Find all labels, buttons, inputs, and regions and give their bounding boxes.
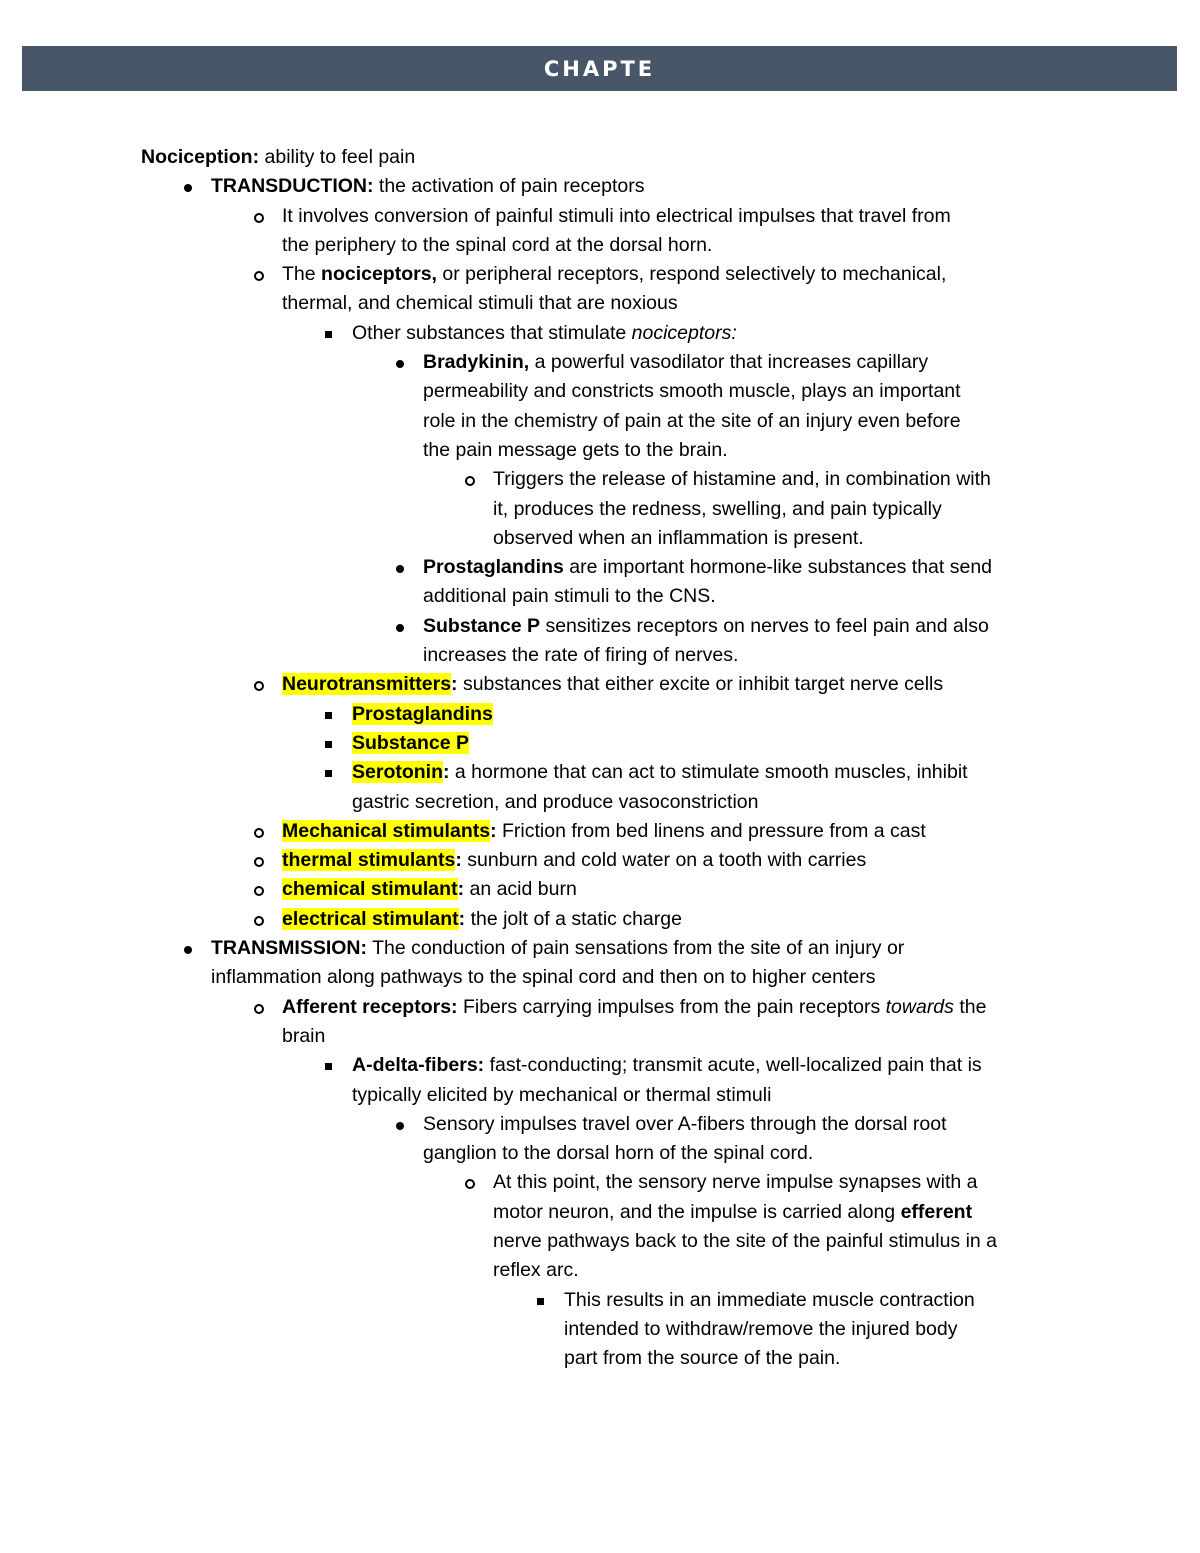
text-line: typically elicited by mechanical or thermal stimuli bbox=[352, 1083, 772, 1106]
list-item bbox=[352, 319, 1081, 348]
term-transduction: TRANSDUCTION: bbox=[211, 175, 374, 198]
text-span: Friction from bed linens and pressure from a cast bbox=[496, 819, 926, 842]
text-line: additional pain stimuli to the CNS. bbox=[423, 585, 716, 608]
text-span: : bbox=[443, 761, 450, 784]
notes-body bbox=[141, 143, 1081, 1373]
list-item bbox=[282, 202, 1081, 261]
list-item bbox=[282, 846, 1081, 875]
term-electrical-stimulant: electrical stimulant bbox=[282, 907, 459, 930]
list-item bbox=[282, 260, 1081, 319]
text-line: Triggers the release of histamine and, in combination with bbox=[493, 468, 991, 491]
text-span: sensitizes receptors on nerves to feel pain and also bbox=[540, 614, 989, 637]
text-line: This results in an immediate muscle contraction bbox=[564, 1288, 975, 1311]
term-a-delta-fibers: A-delta-fibers: bbox=[352, 1054, 485, 1077]
term-thermal-stimulants: thermal stimulants bbox=[282, 849, 456, 872]
text-line: nerve pathways back to the site of the painful stimulus in a bbox=[493, 1229, 998, 1252]
term-nociceptors: nociceptors, bbox=[321, 263, 437, 286]
text-line: part from the source of the pain. bbox=[564, 1347, 841, 1370]
text-span: : bbox=[451, 673, 458, 696]
text-span: fast-conducting; transmit acute, well-localized pain that is bbox=[484, 1054, 982, 1077]
definition-text: the activation of pain receptors bbox=[373, 175, 645, 198]
list-item bbox=[282, 905, 1081, 934]
list-item bbox=[423, 612, 1081, 671]
text-span: : bbox=[457, 878, 465, 901]
text-span: are important hormone-like substances that send bbox=[563, 556, 993, 579]
term-afferent-receptors: Afferent receptors: bbox=[282, 995, 458, 1018]
term-bradykinin: Bradykinin, bbox=[423, 351, 530, 374]
text-span: an acid burn bbox=[464, 878, 577, 901]
text-span: The bbox=[282, 263, 322, 286]
text-span: : bbox=[490, 819, 497, 842]
italic-term: towards bbox=[885, 995, 954, 1018]
term-prostaglandins: Prostaglandins bbox=[352, 702, 493, 725]
text-line: ganglion to the dorsal horn of the spinal cord. bbox=[423, 1142, 814, 1165]
list-item bbox=[282, 817, 1081, 846]
definition-text: ability to feel pain bbox=[259, 146, 416, 168]
text-span: the bbox=[953, 995, 987, 1018]
text-line: intended to withdraw/remove the injured body bbox=[564, 1317, 958, 1340]
list-item bbox=[282, 875, 1081, 904]
text-span: The conduction of pain sensations from the site of an injury or bbox=[367, 937, 905, 960]
text-line: brain bbox=[282, 1024, 326, 1047]
term-substance-p: Substance P bbox=[423, 614, 541, 637]
list-item bbox=[564, 1286, 1081, 1374]
term-nociception: Nociception: bbox=[141, 146, 260, 168]
term-transmission: TRANSMISSION: bbox=[211, 937, 367, 960]
text-span: Other substances that stimulate bbox=[352, 321, 632, 344]
text-line: gastric secretion, and produce vasoconstriction bbox=[352, 790, 759, 813]
text-line: increases the rate of firing of nerves. bbox=[423, 644, 739, 667]
list-item bbox=[423, 553, 1081, 612]
text-line: permeability and constricts smooth muscle, plays an important bbox=[423, 380, 961, 403]
text-line: inflammation along pathways to the spinal cord and then on to higher centers bbox=[211, 966, 876, 989]
text-span: a hormone that can act to stimulate smooth muscles, inhibit bbox=[449, 761, 968, 784]
list-item bbox=[493, 465, 1081, 553]
list-item bbox=[352, 758, 1081, 817]
term-neurotransmitters: Neurotransmitters bbox=[282, 673, 452, 696]
text-span: substances that either excite or inhibit target nerve cells bbox=[457, 673, 944, 696]
list-item bbox=[141, 143, 1081, 172]
list-item bbox=[423, 1110, 1081, 1169]
list-item bbox=[211, 172, 1081, 201]
text-span: : bbox=[458, 907, 466, 930]
term-substance-p: Substance P bbox=[352, 731, 470, 754]
list-item bbox=[423, 348, 1081, 465]
text-line: reflex arc. bbox=[493, 1259, 579, 1282]
text-line: the pain message gets to the brain. bbox=[423, 438, 728, 461]
text-span: Fibers carrying impulses from the pain receptors bbox=[457, 995, 886, 1018]
text-line: the periphery to the spinal cord at the dorsal horn. bbox=[282, 233, 713, 256]
text-span: motor neuron, and the impulse is carried along bbox=[493, 1200, 901, 1223]
text-span: the jolt of a static charge bbox=[465, 907, 682, 930]
text-span: sunburn and cold water on a tooth with carries bbox=[461, 849, 867, 872]
text-span: : bbox=[455, 849, 462, 872]
term-prostaglandins: Prostaglandins bbox=[423, 556, 564, 579]
text-line: thermal, and chemical stimuli that are noxious bbox=[282, 292, 678, 315]
list-item bbox=[211, 934, 1081, 993]
list-item bbox=[282, 993, 1081, 1052]
list-item bbox=[282, 670, 1081, 699]
term-efferent: efferent bbox=[900, 1200, 973, 1223]
chapter-header-banner bbox=[22, 46, 1177, 91]
term-chemical-stimulant: chemical stimulant bbox=[282, 878, 458, 901]
italic-term: nociceptors: bbox=[631, 321, 737, 344]
text-line: At this point, the sensory nerve impulse synapses with a bbox=[493, 1171, 978, 1194]
text-line: role in the chemistry of pain at the site of an injury even before bbox=[423, 409, 961, 432]
list-item bbox=[352, 729, 1081, 758]
text-line: observed when an inflammation is present. bbox=[493, 526, 864, 549]
text-line: It involves conversion of painful stimuli into electrical impulses that travel from bbox=[282, 204, 951, 227]
text-span: a powerful vasodilator that increases capillary bbox=[529, 351, 929, 374]
chapter-title: CHAPTE bbox=[543, 56, 656, 81]
text-line: Sensory impulses travel over A-fibers through the dorsal root bbox=[423, 1112, 947, 1135]
list-item bbox=[493, 1168, 1081, 1285]
term-serotonin: Serotonin bbox=[352, 761, 443, 784]
text-line: it, produces the redness, swelling, and pain typically bbox=[493, 497, 942, 520]
list-item bbox=[352, 1051, 1081, 1110]
list-item bbox=[352, 700, 1081, 729]
text-span: or peripheral receptors, respond selectively to mechanical, bbox=[436, 263, 947, 286]
term-mechanical-stimulants: Mechanical stimulants bbox=[282, 819, 491, 842]
